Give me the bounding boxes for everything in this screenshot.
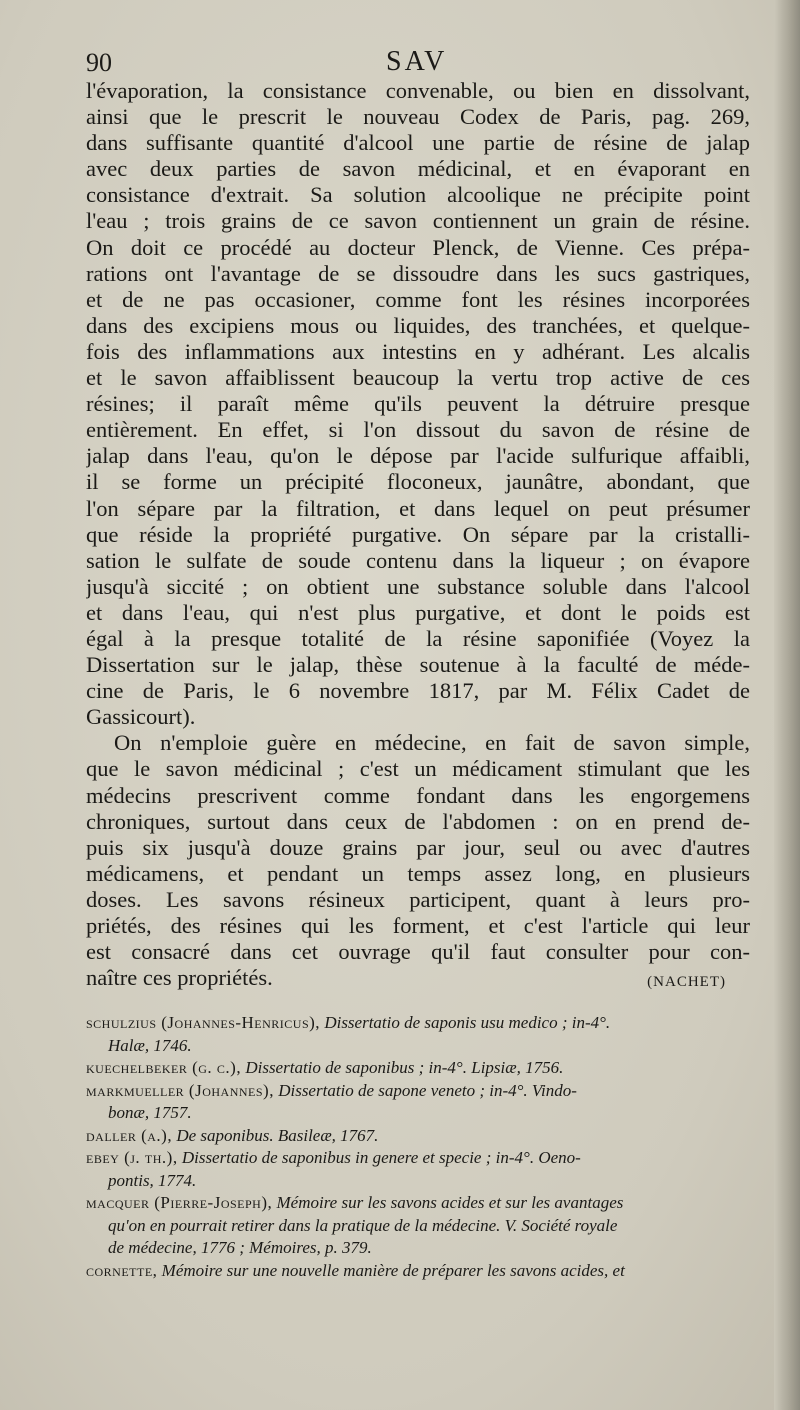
reference-entry [86, 1012, 750, 1057]
reference-entry [86, 1260, 750, 1283]
reference-title: Dissertatio de sapone veneto ; in-4°. Vindo- [278, 1080, 577, 1100]
reference-entry [86, 1147, 750, 1192]
text-line: entièrement. En effet, si l'on dissout du savon de résine de [86, 417, 750, 443]
text-line: et dans l'eau, qui n'est plus purgative, et dont le poids est [86, 599, 750, 625]
text-line: On n'emploie guère en médecine, en fait de savon simple, [114, 730, 750, 756]
text-line: Gassicourt). [86, 704, 196, 730]
text-line: chroniques, surtout dans ceux de l'abdomen : on en prend de- [86, 808, 750, 834]
reference-author: schulzius (Johannes-Henricus), [86, 1013, 321, 1032]
text-line: doses. Les savons résineux participent, quant à leurs pro- [86, 886, 750, 912]
page-number: 90 [86, 48, 112, 77]
page-spine-shadow [774, 0, 800, 1410]
reference-title: Dissertatio de saponibus ; in-4°. Lipsiæ, 1756. [245, 1058, 564, 1077]
text-line: rations ont l'avantage de se dissoudre dans les sucs gastriques, [86, 260, 750, 286]
text-line: médecins prescrivent comme fondant dans les engorgemens [86, 782, 750, 808]
reference-author: macquer (Pierre-Joseph), [86, 1193, 273, 1212]
text-line: fois des inflammations aux intestins en y adhérant. Les alcalis [86, 338, 750, 364]
text-line: jalap dans l'eau, qu'on le dépose par l'acide sulfurique affaibli, [86, 443, 750, 469]
reference-author: markmueller (Johannes), [86, 1080, 274, 1100]
paragraph-1 [86, 78, 750, 730]
text-line: cine de Paris, le 6 novembre 1817, par M. Félix Cadet de [86, 678, 750, 704]
reference-continuation: bonæ, 1757. [108, 1103, 192, 1122]
reference-title: Mémoire sur les savons acides et sur les avantages [276, 1193, 624, 1212]
text-line: l'eau ; trois grains de ce savon contiennent un grain de résine. [86, 208, 750, 234]
reference-title: Dissertatio de saponibus in genere et specie ; in-4°. Oeno- [181, 1148, 581, 1167]
paragraph-2 [86, 730, 750, 991]
reference-author: ebey (j. th.), [86, 1148, 178, 1167]
text-line: que le savon médicinal ; c'est un médicament stimulant que les [86, 756, 750, 782]
reference-author: kuechelbeker (g. c.), [86, 1058, 242, 1077]
text-line: priétés, des résines qui les forment, et c'est l'article qui leur [86, 913, 750, 938]
text-line: dans des excipiens mous ou liquides, des tranchées, et quelque- [86, 312, 750, 338]
reference-entry [86, 1080, 750, 1125]
page-header [86, 48, 740, 82]
author-signature: (NACHET) [647, 974, 726, 991]
text-line: égal à la presque totalité de la résine saponifiée (Voyez la [86, 625, 750, 651]
text-line: que réside la propriété purgative. On sépare par la cristalli- [86, 521, 750, 547]
reference-author: daller (a.), [86, 1125, 173, 1145]
text-line: On doit ce procédé au docteur Plenck, de Vienne. Ces prépa- [86, 234, 750, 260]
text-line: naître ces propriétés. [86, 965, 273, 991]
reference-title: De saponibus. Basileæ, 1767. [176, 1125, 379, 1145]
running-head: SAV [386, 46, 448, 77]
text-line: résines; il paraît même qu'ils peuvent la détruire presque [86, 391, 750, 417]
text-line: sation le sulfate de soude contenu dans la liqueur ; on évapore [86, 547, 750, 573]
text-line: dans suffisante quantité d'alcool une partie de résine de jalap [86, 130, 750, 156]
text-line: ainsi que le prescrit le nouveau Codex de Paris, pag. 269, [86, 104, 750, 130]
text-line: l'évaporation, la consistance convenable, ou bien en dissolvant, [86, 78, 750, 103]
reference-continuation: qu'on en pourrait retirer dans la pratique de la médecine. V. Société royale [108, 1215, 618, 1235]
reference-title: Dissertatio de saponis usu medico ; in-4°. [324, 1013, 611, 1032]
reference-continuation: pontis, 1774. [108, 1170, 197, 1190]
text-line: jusqu'à siccité ; on obtient une substance soluble dans l'alcool [86, 573, 750, 599]
reference-continuation: de médecine, 1776 ; Mémoires, p. 379. [108, 1238, 372, 1257]
reference-entry [86, 1192, 750, 1237]
text-line: médicamens, et pendant un temps assez long, en plusieurs [86, 860, 750, 886]
text-line: l'on sépare par la filtration, et dans lequel on peut présumer [86, 495, 750, 521]
reference-continuation: Halæ, 1746. [108, 1035, 192, 1055]
text-line: et de ne pas occasioner, comme font les résines incorporées [86, 286, 750, 312]
text-line: consistance d'extrait. Sa solution alcoolique ne précipite point [86, 182, 750, 208]
main-text [86, 78, 750, 991]
text-line: avec deux parties de savon médicinal, et en évaporant en [86, 156, 750, 182]
reference-entry [86, 1237, 750, 1260]
text-line: et le savon affaiblissent beaucoup la vertu trop active de ces [86, 365, 750, 391]
text-line: il se forme un précipité floconeux, jaunâtre, abondant, que [86, 469, 750, 495]
text-line: puis six jusqu'à douze grains par jour, seul ou avec d'autres [86, 834, 750, 860]
reference-author: cornette, [86, 1260, 158, 1280]
text-line: est consacré dans cet ouvrage qu'il faut consulter pour con- [86, 939, 750, 965]
reference-title: Mémoire sur une nouvelle manière de préparer les savons acides, et [161, 1260, 625, 1280]
reference-entry [86, 1057, 750, 1080]
reference-entry [86, 1125, 750, 1148]
text-line: Dissertation sur le jalap, thèse soutenue à la faculté de méde- [86, 652, 750, 678]
references-list [86, 1012, 750, 1282]
